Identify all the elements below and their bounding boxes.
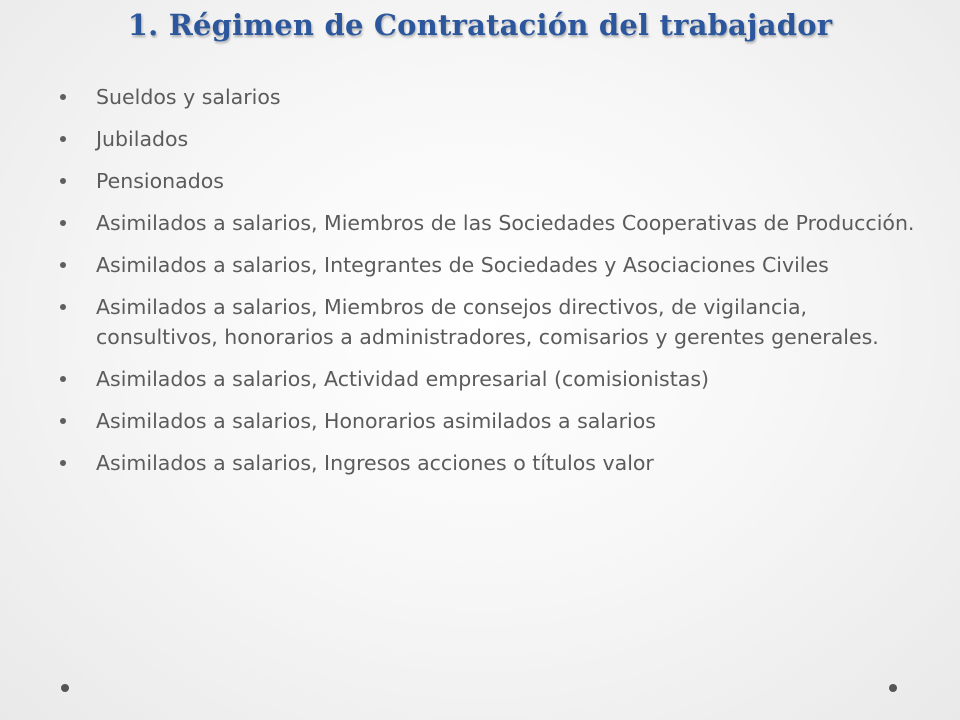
bullet-dot-icon bbox=[60, 94, 66, 100]
bullet-item bbox=[60, 448, 920, 478]
bullet-dot-icon bbox=[60, 376, 66, 382]
bullet-item bbox=[60, 124, 920, 154]
bullet-dot-icon bbox=[60, 178, 66, 184]
bullet-dot-icon bbox=[60, 262, 66, 268]
bullet-dot-icon bbox=[60, 460, 66, 466]
bullet-text: Pensionados bbox=[96, 169, 224, 193]
bullet-text: Sueldos y salarios bbox=[96, 85, 281, 109]
bullet-dot-icon bbox=[60, 418, 66, 424]
decorative-dot-icon bbox=[61, 684, 69, 692]
bullet-item bbox=[60, 364, 920, 394]
bullet-item bbox=[60, 250, 920, 280]
bullet-text: Jubilados bbox=[96, 127, 189, 151]
bullet-item bbox=[60, 406, 920, 436]
bullet-text: Asimilados a salarios, Miembros de las Sociedades Cooperativas de Producción. bbox=[96, 211, 915, 235]
slide-title: 1. Régimen de Contratación del trabajador bbox=[127, 8, 833, 42]
bullet-dot-icon bbox=[60, 304, 66, 310]
bullet-item bbox=[60, 82, 920, 112]
bullet-list bbox=[60, 82, 920, 490]
bullet-text: Asimilados a salarios, Miembros de consejos directivos, de vigilancia, consultivos, honorarios a administradores, comisarios y gerentes generales. bbox=[96, 295, 879, 349]
bullet-item bbox=[60, 166, 920, 196]
bullet-dot-icon bbox=[60, 136, 66, 142]
decorative-dot-icon bbox=[889, 684, 897, 692]
bullet-text: Asimilados a salarios, Ingresos acciones o títulos valor bbox=[96, 451, 654, 475]
bullet-dot-icon bbox=[60, 220, 66, 226]
bullet-text: Asimilados a salarios, Honorarios asimilados a salarios bbox=[96, 409, 656, 433]
bullet-item bbox=[60, 292, 920, 352]
bullet-text: Asimilados a salarios, Integrantes de Sociedades y Asociaciones Civiles bbox=[96, 253, 829, 277]
bullet-item bbox=[60, 208, 920, 238]
bullet-text: Asimilados a salarios, Actividad empresarial (comisionistas) bbox=[96, 367, 709, 391]
